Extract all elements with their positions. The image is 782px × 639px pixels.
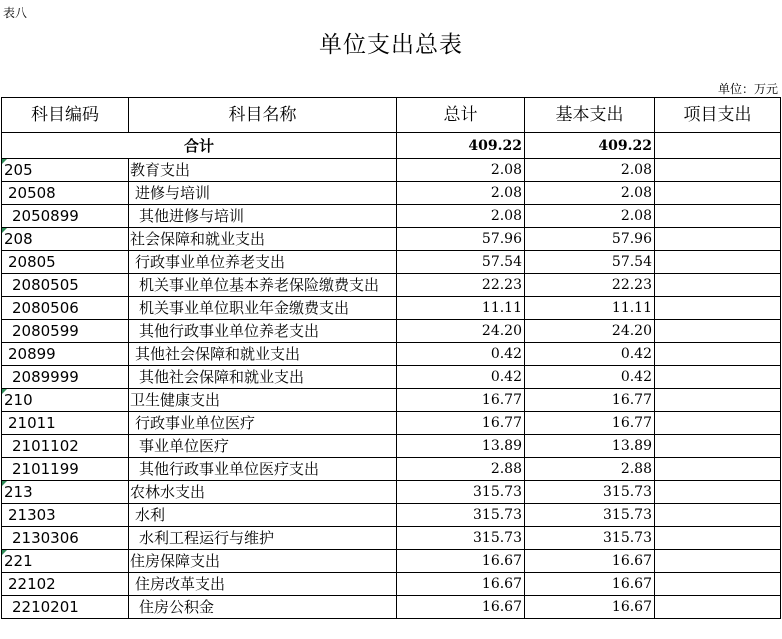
row-code [2,550,129,573]
row-project [655,458,781,481]
row-name-text: 机关事业单位基本养老保险缴费支出 [139,276,380,294]
row-basic [525,596,655,619]
row-basic-text: 13.89 [611,438,652,454]
row-project [655,297,781,320]
row-code-text: 22102 [8,575,56,593]
row-basic-text: 16.77 [611,415,652,431]
table-row [2,550,781,573]
row-code-text: 2089999 [12,368,79,386]
header-project: 项目支出 [655,98,781,133]
total-project [655,133,781,159]
row-name-text: 行政事业单位医疗 [135,414,256,432]
row-project [655,343,781,366]
row-name-text: 事业单位医疗 [139,437,230,455]
row-name [129,458,397,481]
row-basic-text: 315.73 [603,507,652,523]
total-basic: 409.22 [525,133,655,159]
row-project [655,228,781,251]
row-project [655,389,781,412]
row-basic-text: 2.08 [620,208,652,224]
row-total-text: 0.42 [490,369,522,385]
row-code [2,343,129,366]
total-row [2,133,781,159]
row-name [129,527,397,550]
table-row [2,481,781,504]
table-row [2,389,781,412]
row-basic [525,527,655,550]
row-name-text: 水利 [135,506,166,524]
row-basic-text: 57.54 [611,254,652,270]
row-basic [525,159,655,182]
row-total [397,458,525,481]
row-total [397,435,525,458]
row-total-text: 57.54 [481,254,522,270]
row-code [2,297,129,320]
row-code [2,159,129,182]
row-code-text: 2050899 [12,207,79,225]
row-total [397,251,525,274]
row-total-text: 2.08 [490,162,522,178]
row-basic [525,251,655,274]
row-basic-text: 16.77 [611,392,652,408]
row-code [2,435,129,458]
table-row [2,366,781,389]
row-basic [525,366,655,389]
row-project [655,205,781,228]
row-name [129,366,397,389]
row-code [2,182,129,205]
row-total [397,320,525,343]
table-row [2,527,781,550]
row-total-text: 16.77 [481,392,522,408]
row-basic [525,435,655,458]
row-code-text: 21303 [8,506,56,524]
row-total-text: 16.67 [481,553,522,569]
row-code [2,481,129,504]
row-name [129,274,397,297]
total-amount: 409.22 [397,133,525,159]
row-name [129,205,397,228]
row-basic [525,205,655,228]
row-code [2,274,129,297]
row-project [655,251,781,274]
row-total-text: 22.23 [481,277,522,293]
row-code [2,573,129,596]
row-total [397,550,525,573]
row-name-text: 其他行政事业单位医疗支出 [139,460,320,478]
row-code [2,504,129,527]
row-total [397,481,525,504]
row-basic-text: 2.08 [620,185,652,201]
row-code [2,366,129,389]
page-title: 单位支出总表 [319,32,463,58]
row-name [129,389,397,412]
row-code-text: 213 [4,483,33,501]
row-code-text: 205 [4,161,33,179]
row-total [397,573,525,596]
row-code [2,596,129,619]
row-total-text: 13.89 [481,438,522,454]
row-code-text: 2080505 [12,276,79,294]
row-project [655,159,781,182]
row-basic-text: 2.88 [620,461,652,477]
row-name-text: 进修与培训 [135,184,211,202]
row-basic-text: 315.73 [603,530,652,546]
row-basic [525,550,655,573]
row-basic-text: 0.42 [620,369,652,385]
row-code-text: 221 [4,552,33,570]
row-basic [525,343,655,366]
row-project [655,435,781,458]
row-code-text: 208 [4,230,33,248]
row-basic-text: 315.73 [603,484,652,500]
row-total [397,504,525,527]
table-row [2,573,781,596]
row-project [655,366,781,389]
row-code-text: 20805 [8,253,56,271]
table-row [2,274,781,297]
row-basic-text: 16.67 [611,576,652,592]
sheet-label: 表八 [3,6,28,20]
row-name [129,435,397,458]
cell-comment-marker-icon [2,389,7,394]
table-row [2,412,781,435]
row-total-text: 315.73 [473,507,522,523]
row-basic-text: 57.96 [611,231,652,247]
row-name [129,182,397,205]
row-project [655,596,781,619]
row-name [129,504,397,527]
row-basic [525,274,655,297]
row-project [655,481,781,504]
row-code [2,320,129,343]
row-basic [525,297,655,320]
row-total-text: 2.08 [490,185,522,201]
row-code [2,205,129,228]
row-total-text: 0.42 [490,346,522,362]
row-basic-text: 22.23 [611,277,652,293]
row-total [397,274,525,297]
expenditure-table [1,97,781,619]
row-total-text: 315.73 [473,530,522,546]
row-code [2,228,129,251]
row-total [397,159,525,182]
table-row [2,504,781,527]
row-name [129,412,397,435]
row-name [129,343,397,366]
row-code-text: 210 [4,391,33,409]
row-project [655,320,781,343]
row-name-text: 社会保障和就业支出 [130,230,266,248]
row-project [655,527,781,550]
row-name-text: 行政事业单位养老支出 [135,253,286,271]
row-name-text: 住房公积金 [139,598,215,616]
row-name [129,320,397,343]
row-total [397,205,525,228]
row-code-text: 2101199 [12,460,79,478]
row-code [2,527,129,550]
row-total [397,366,525,389]
total-label: 合计 [2,133,397,159]
row-basic [525,320,655,343]
row-code [2,458,129,481]
row-total [397,343,525,366]
header-basic: 基本支出 [525,98,655,133]
header-name: 科目名称 [129,98,397,133]
row-basic-text: 16.67 [611,553,652,569]
row-basic [525,182,655,205]
row-total [397,527,525,550]
row-name [129,573,397,596]
row-basic [525,228,655,251]
row-name [129,550,397,573]
row-basic [525,458,655,481]
row-code-text: 20508 [8,184,56,202]
row-total-text: 315.73 [473,484,522,500]
row-code [2,412,129,435]
row-name-text: 卫生健康支出 [130,391,221,409]
row-name [129,228,397,251]
row-code-text: 20899 [8,345,56,363]
row-total-text: 2.08 [490,208,522,224]
row-total-text: 24.20 [481,323,522,339]
row-name-text: 教育支出 [130,161,191,179]
row-total-text: 11.11 [481,300,522,316]
cell-comment-marker-icon [2,228,7,233]
row-name [129,481,397,504]
row-name-text: 其他社会保障和就业支出 [135,345,301,363]
row-total [397,228,525,251]
row-total-text: 57.96 [481,231,522,247]
header-total: 总计 [397,98,525,133]
row-code [2,251,129,274]
row-basic [525,389,655,412]
row-name [129,159,397,182]
row-total-text: 16.67 [481,576,522,592]
row-project [655,274,781,297]
row-basic-text: 0.42 [620,346,652,362]
row-basic-text: 11.11 [611,300,652,316]
row-project [655,504,781,527]
row-name [129,596,397,619]
row-project [655,573,781,596]
table-row [2,343,781,366]
row-total [397,412,525,435]
row-code-text: 2210201 [12,598,79,616]
row-total [397,297,525,320]
header-code: 科目编码 [2,98,129,133]
row-name-text: 住房改革支出 [135,575,226,593]
row-basic [525,504,655,527]
cell-comment-marker-icon [2,159,7,164]
row-total [397,182,525,205]
row-total-text: 2.88 [490,461,522,477]
row-code-text: 2101102 [12,437,79,455]
row-name-text: 水利工程运行与维护 [139,529,275,547]
table-row [2,182,781,205]
row-total [397,596,525,619]
row-code [2,389,129,412]
table-row [2,435,781,458]
table-row [2,251,781,274]
row-basic-text: 24.20 [611,323,652,339]
row-code-text: 2080599 [12,322,79,340]
header-row [2,98,781,133]
table-row [2,596,781,619]
row-name [129,297,397,320]
row-total-text: 16.67 [481,599,522,615]
row-name-text: 其他进修与培训 [139,207,245,225]
table-row [2,228,781,251]
row-code-text: 2130306 [12,529,79,547]
row-basic-text: 16.67 [611,599,652,615]
row-code-text: 2080506 [12,299,79,317]
row-name-text: 农林水支出 [130,483,206,501]
row-name-text: 住房保障支出 [130,552,221,570]
row-project [655,182,781,205]
row-name-text: 其他社会保障和就业支出 [139,368,305,386]
unit-label: 单位：万元 [717,82,778,96]
row-basic-text: 2.08 [620,162,652,178]
row-name-text: 机关事业单位职业年金缴费支出 [139,299,350,317]
cell-comment-marker-icon [2,550,7,555]
row-project [655,412,781,435]
row-total-text: 16.77 [481,415,522,431]
row-total [397,389,525,412]
row-code-text: 21011 [8,414,56,432]
table-row [2,205,781,228]
table-row [2,159,781,182]
table-row [2,320,781,343]
row-project [655,550,781,573]
row-name [129,251,397,274]
row-basic [525,573,655,596]
row-basic [525,481,655,504]
cell-comment-marker-icon [2,481,7,486]
row-basic [525,412,655,435]
table-row [2,458,781,481]
table-row [2,297,781,320]
row-name-text: 其他行政事业单位养老支出 [139,322,320,340]
